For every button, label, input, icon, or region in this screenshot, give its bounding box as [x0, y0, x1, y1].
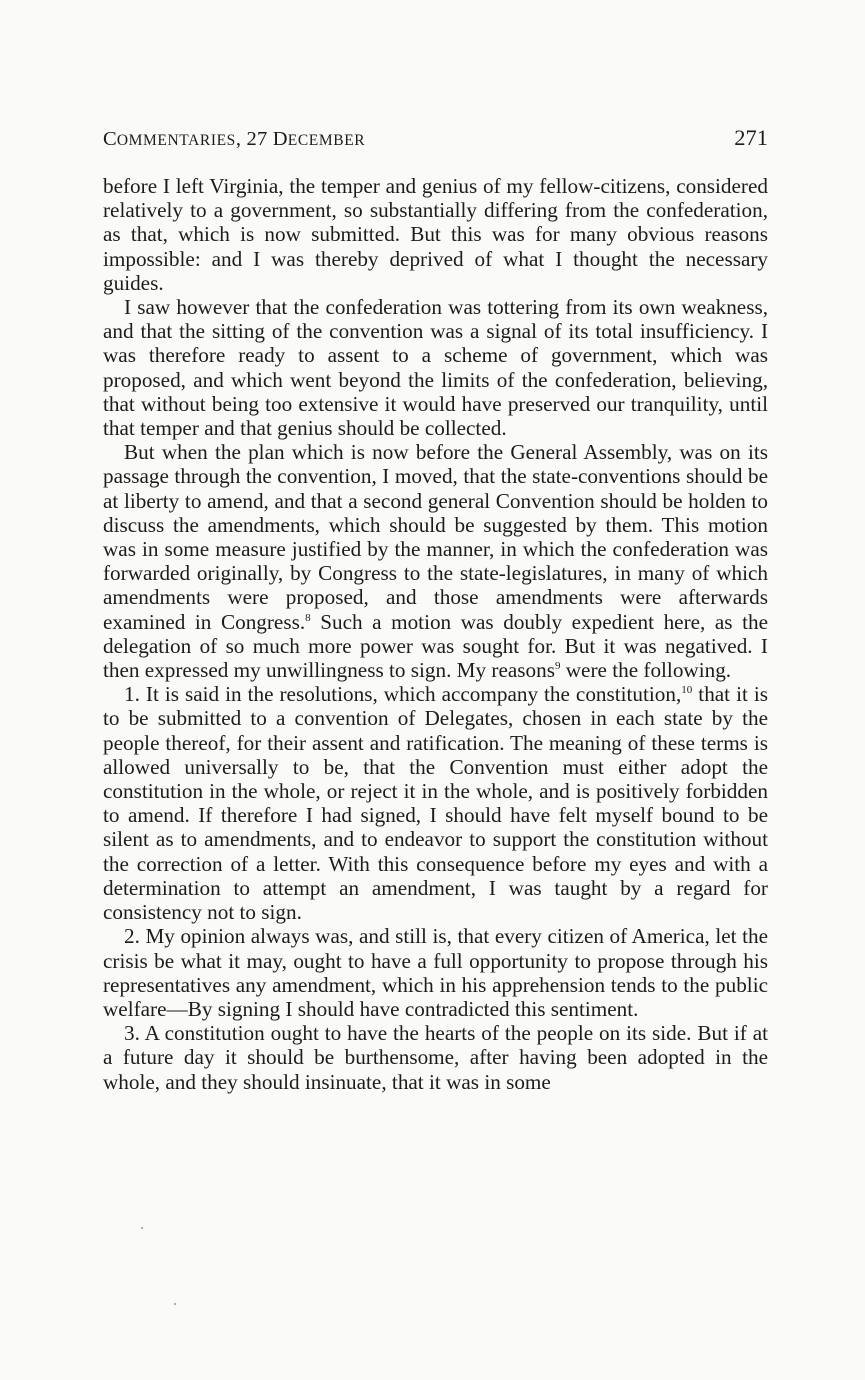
paragraph: I saw however that the confederation was tottering from its own weakness, and that the sitting of the convention was a signal of its total insufficiency. I was therefore ready to assent to a scheme of government, which was proposed, and which went beyond the limits of the confederation, believing, that without being too extensive it would have preserved our tranquility, until that temper and that genius should be collected. — [103, 295, 768, 441]
footnote-marker[interactable]: 10 — [681, 684, 693, 697]
running-head — [103, 125, 768, 155]
book-page — [103, 125, 768, 1094]
paragraph-numbered: 2. My opinion always was, and still is, that every citizen of America, let the crisis be what it may, ought to have a full opportunity to propose through his representatives any amendment, which in his apprehension tends to the public welfare—By signing I should have contradicted this sentiment. — [103, 924, 768, 1021]
paper-speck — [174, 1303, 176, 1305]
running-head-title: COMMENTARIES, 27 DECEMBER — [103, 128, 366, 150]
paragraph-continued: before I left Virginia, the temper and genius of my fellow-citizens, considered relatively to a government, so substantially differing from the confederation, as that, which is now submitted. But this was for many obvious reasons impossible: and I was thereby deprived of what I thought the necessary guides. — [103, 174, 768, 295]
paragraph-numbered: 1. It is said in the resolutions, which accompany the constitution,$^{10}$ that it is to be submitted to a convention of Delegates, chosen in each state by the people thereof, for their assent and ratification. The meaning of these terms is allowed universally to be, that the Convention must either adopt the constitution in the whole, or reject it in the whole, and is positively forbidden to amend. If therefore I had signed, I should have felt myself bound to be silent as to amendments, and to endeavor to support the constitution without the correction of a letter. With this consequence before my eyes and with a determination to attempt an amendment, I was taught by a regard for consistency not to sign. — [103, 682, 768, 925]
body-text — [103, 174, 768, 1094]
footnote-marker[interactable]: 8 — [305, 611, 311, 624]
page-number: 271 — [734, 125, 768, 150]
footnote-marker[interactable]: 9 — [554, 660, 561, 672]
paragraph-numbered: 3. A constitution ought to have the hearts of the people on its side. But if at a future day it should be burthensome, after having been adopted in the whole, and they should insinuate, that it was in some — [103, 1021, 768, 1094]
paragraph: But when the plan which is now before the General Assembly, was on its passage through the convention, I moved, that the state-conventions should be at liberty to amend, and that a second general Convention should be holden to discuss the amendments, which should be suggested by them. This motion was in some measure justified by the manner, in which the confederation was forwarded originally, by Congress to the state-legislatures, in many of which amendments were proposed, and those amendments were afterwards examined in Congress.$^8$ Such a motion was doubly expedient here, as the delegation of so much more power was sought for. But it was negatived. I then expressed my unwillingness to sign. My reasons$^9$ were the following. — [103, 440, 768, 683]
paper-speck — [141, 1227, 143, 1229]
